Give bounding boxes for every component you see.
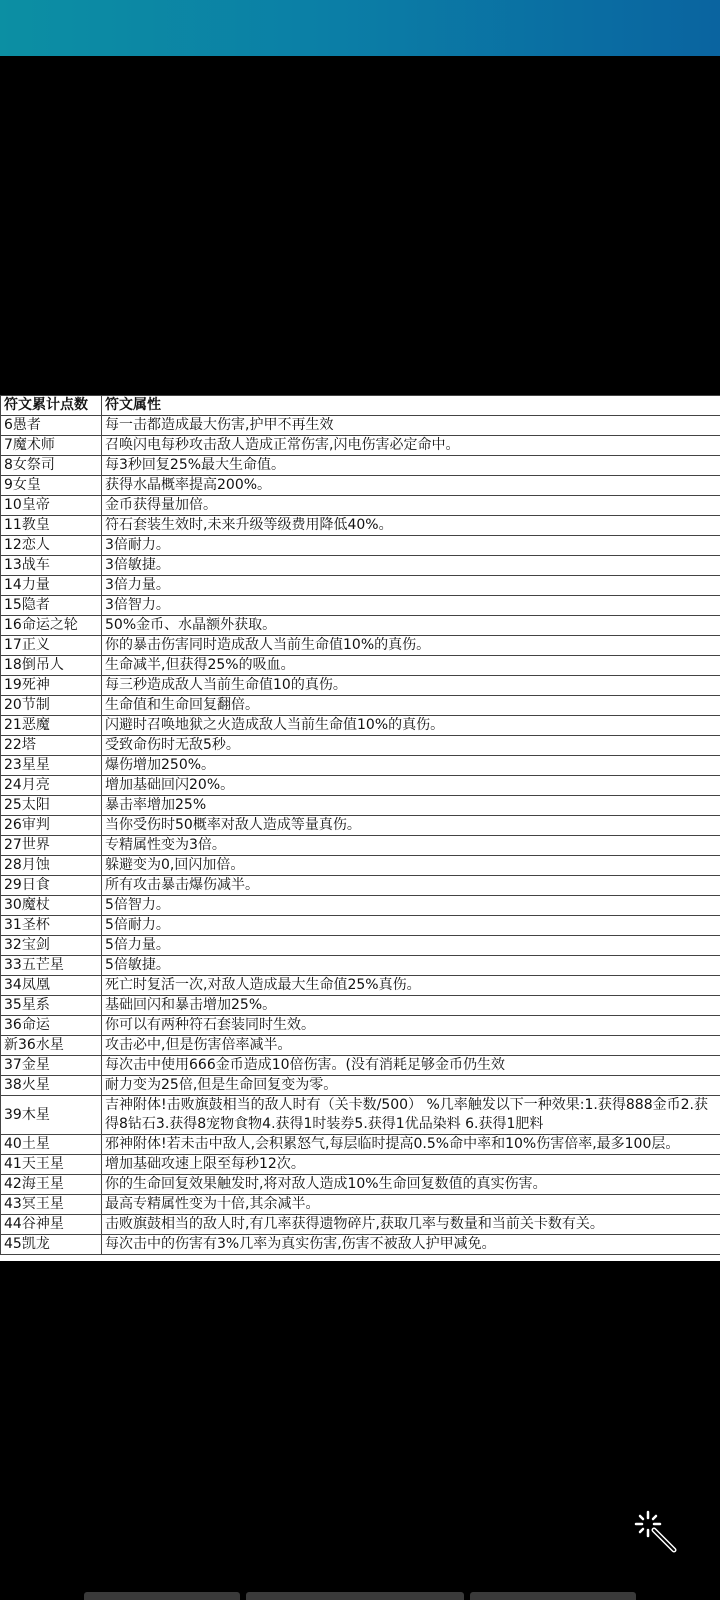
rune-effect-cell: 你的暴击伤害同时造成敌人当前生命值10%的真伤。: [102, 636, 720, 656]
table-row: [1, 1076, 720, 1096]
rune-effect-cell: 击败旗鼓相当的敌人时,有几率获得遗物碎片,获取几率与数量和当前关卡数有关。: [102, 1215, 720, 1235]
rune-effect-cell: 爆伤增加250%。: [102, 756, 720, 776]
rune-name-cell: 41天王星: [1, 1155, 102, 1175]
rune-effect-cell: 每三秒造成敌人当前生命值10的真伤。: [102, 676, 720, 696]
rune-name-cell: 44谷神星: [1, 1215, 102, 1235]
table-row: [1, 876, 720, 896]
table-row: [1, 816, 720, 836]
magic-wand-button[interactable]: [632, 1508, 680, 1556]
rune-effect-cell: 符石套装生效时,未来升级等级费用降低40%。: [102, 516, 720, 536]
rune-effect-cell: 50%金币、水晶额外获取。: [102, 616, 720, 636]
table-body: [1, 416, 720, 1255]
rune-effect-cell: 5倍智力。: [102, 896, 720, 916]
table-row: [1, 456, 720, 476]
rune-effect-cell: 5倍力量。: [102, 936, 720, 956]
header-rune-attribute: 符文属性: [102, 396, 720, 416]
top-status-banner: [0, 0, 720, 56]
rune-name-cell: 26审判: [1, 816, 102, 836]
rune-effect-cell: 每次击中的伤害有3%几率为真实伤害,伤害不被敌人护甲减免。: [102, 1235, 720, 1255]
rune-effect-cell: 5倍耐力。: [102, 916, 720, 936]
rune-name-cell: 45凯龙: [1, 1235, 102, 1255]
table-row: [1, 916, 720, 936]
table-row: [1, 1215, 720, 1235]
rune-effect-cell: 你的生命回复效果触发时,将对敌人造成10%生命回复数值的真实伤害。: [102, 1175, 720, 1195]
nav-segment: [246, 1592, 464, 1600]
rune-name-cell: 10皇帝: [1, 496, 102, 516]
table-row: [1, 856, 720, 876]
rune-name-cell: 34凤凰: [1, 976, 102, 996]
rune-effect-cell: 最高专精属性变为十倍,其余减半。: [102, 1195, 720, 1215]
rune-name-cell: 19死神: [1, 676, 102, 696]
rune-effect-cell: 每一击都造成最大伤害,护甲不再生效: [102, 416, 720, 436]
table-row: [1, 1016, 720, 1036]
rune-effect-cell: 3倍耐力。: [102, 536, 720, 556]
rune-name-cell: 42海王星: [1, 1175, 102, 1195]
rune-effect-cell: 受致命伤时无敌5秒。: [102, 736, 720, 756]
table-row: [1, 436, 720, 456]
rune-name-cell: 6愚者: [1, 416, 102, 436]
bottom-nav-strip: [84, 1592, 636, 1600]
table-row: [1, 696, 720, 716]
rune-effect-cell: 增加基础回闪20%。: [102, 776, 720, 796]
rune-name-cell: 36命运: [1, 1016, 102, 1036]
rune-effect-cell: 攻击必中,但是伤害倍率减半。: [102, 1036, 720, 1056]
rune-name-cell: 11教皇: [1, 516, 102, 536]
table-row: [1, 1036, 720, 1056]
rune-effect-cell: 耐力变为25倍,但是生命回复变为零。: [102, 1076, 720, 1096]
magic-wand-icon: [632, 1508, 680, 1556]
table-row: [1, 1096, 720, 1135]
rune-name-cell: 7魔术师: [1, 436, 102, 456]
rune-effect-cell: 召唤闪电每秒攻击敌人造成正常伤害,闪电伤害必定命中。: [102, 436, 720, 456]
nav-segment: [470, 1592, 636, 1600]
rune-name-cell: 9女皇: [1, 476, 102, 496]
table-row: [1, 936, 720, 956]
table-row: [1, 956, 720, 976]
rune-effect-cell: 你可以有两种符石套装同时生效。: [102, 1016, 720, 1036]
rune-effect-cell: 金币获得量加倍。: [102, 496, 720, 516]
rune-effect-cell: 3倍敏捷。: [102, 556, 720, 576]
rune-name-cell: 27世界: [1, 836, 102, 856]
rune-name-cell: 30魔杖: [1, 896, 102, 916]
rune-effect-cell: 每3秒回复25%最大生命值。: [102, 456, 720, 476]
rune-spreadsheet-image: [0, 395, 720, 1261]
rune-name-cell: 32宝剑: [1, 936, 102, 956]
rune-name-cell: 25太阳: [1, 796, 102, 816]
rune-name-cell: 18倒吊人: [1, 656, 102, 676]
nav-segment: [84, 1592, 240, 1600]
table-row: [1, 476, 720, 496]
rune-name-cell: 28月蚀: [1, 856, 102, 876]
rune-name-cell: 新36水星: [1, 1036, 102, 1056]
rune-name-cell: 38火星: [1, 1076, 102, 1096]
rune-name-cell: 21恶魔: [1, 716, 102, 736]
table-row: [1, 536, 720, 556]
rune-table: [0, 395, 720, 1255]
table-row: [1, 556, 720, 576]
rune-name-cell: 23星星: [1, 756, 102, 776]
table-row: [1, 1056, 720, 1076]
rune-effect-cell: 躲避变为0,回闪加倍。: [102, 856, 720, 876]
rune-effect-cell: 吉神附体!击败旗鼓相当的敌人时有（关卡数/500） %几率触发以下一种效果:1.获得888金币2.获得8钻石3.获得8宠物食物4.获得1时装券5.获得1优品染料 6.获得1肥料: [102, 1096, 720, 1135]
rune-name-cell: 40土星: [1, 1135, 102, 1155]
rune-effect-cell: 3倍力量。: [102, 576, 720, 596]
table-row: [1, 976, 720, 996]
rune-effect-cell: 邪神附体!若未击中敌人,会积累怒气,每层临时提高0.5%命中率和10%伤害倍率,最多100层。: [102, 1135, 720, 1155]
rune-effect-cell: 暴击率增加25%: [102, 796, 720, 816]
table-row: [1, 756, 720, 776]
rune-effect-cell: 所有攻击暴击爆伤减半。: [102, 876, 720, 896]
rune-effect-cell: 基础回闪和暴击增加25%。: [102, 996, 720, 1016]
rune-name-cell: 20节制: [1, 696, 102, 716]
table-row: [1, 1175, 720, 1195]
table-row: [1, 996, 720, 1016]
table-row: [1, 1195, 720, 1215]
table-row: [1, 596, 720, 616]
rune-effect-cell: 获得水晶概率提高200%。: [102, 476, 720, 496]
rune-name-cell: 8女祭司: [1, 456, 102, 476]
table-row: [1, 516, 720, 536]
rune-name-cell: 29日食: [1, 876, 102, 896]
table-row: [1, 1155, 720, 1175]
rune-effect-cell: 专精属性变为3倍。: [102, 836, 720, 856]
table-row: [1, 416, 720, 436]
table-row: [1, 576, 720, 596]
rune-effect-cell: 闪避时召唤地狱之火造成敌人当前生命值10%的真伤。: [102, 716, 720, 736]
header-rune-points: 符文累计点数: [1, 396, 102, 416]
rune-effect-cell: 生命值和生命回复翻倍。: [102, 696, 720, 716]
rune-name-cell: 39木星: [1, 1096, 102, 1135]
rune-name-cell: 16命运之轮: [1, 616, 102, 636]
table-row: [1, 716, 720, 736]
table-row: [1, 776, 720, 796]
rune-name-cell: 24月亮: [1, 776, 102, 796]
table-row: [1, 1235, 720, 1255]
rune-effect-cell: 死亡时复活一次,对敌人造成最大生命值25%真伤。: [102, 976, 720, 996]
rune-name-cell: 37金星: [1, 1056, 102, 1076]
rune-name-cell: 14力量: [1, 576, 102, 596]
rune-name-cell: 31圣杯: [1, 916, 102, 936]
table-row: [1, 796, 720, 816]
rune-effect-cell: 5倍敏捷。: [102, 956, 720, 976]
rune-name-cell: 43冥王星: [1, 1195, 102, 1215]
table-row: [1, 636, 720, 656]
table-row: [1, 656, 720, 676]
rune-name-cell: 12恋人: [1, 536, 102, 556]
rune-effect-cell: 增加基础攻速上限至每秒12次。: [102, 1155, 720, 1175]
table-row: [1, 836, 720, 856]
rune-effect-cell: 生命减半,但获得25%的吸血。: [102, 656, 720, 676]
rune-effect-cell: 每次击中使用666金币造成10倍伤害。(没有消耗足够金币仍生效: [102, 1056, 720, 1076]
table-row: [1, 1135, 720, 1155]
table-row: [1, 496, 720, 516]
rune-name-cell: 13战车: [1, 556, 102, 576]
table-row: [1, 616, 720, 636]
table-row: [1, 736, 720, 756]
rune-effect-cell: 3倍智力。: [102, 596, 720, 616]
rune-name-cell: 22塔: [1, 736, 102, 756]
rune-name-cell: 33五芒星: [1, 956, 102, 976]
table-header-row: [1, 396, 720, 416]
table-row: [1, 676, 720, 696]
rune-name-cell: 35星系: [1, 996, 102, 1016]
table-row: [1, 896, 720, 916]
rune-effect-cell: 当你受伤时50概率对敌人造成等量真伤。: [102, 816, 720, 836]
rune-name-cell: 17正义: [1, 636, 102, 656]
rune-name-cell: 15隐者: [1, 596, 102, 616]
